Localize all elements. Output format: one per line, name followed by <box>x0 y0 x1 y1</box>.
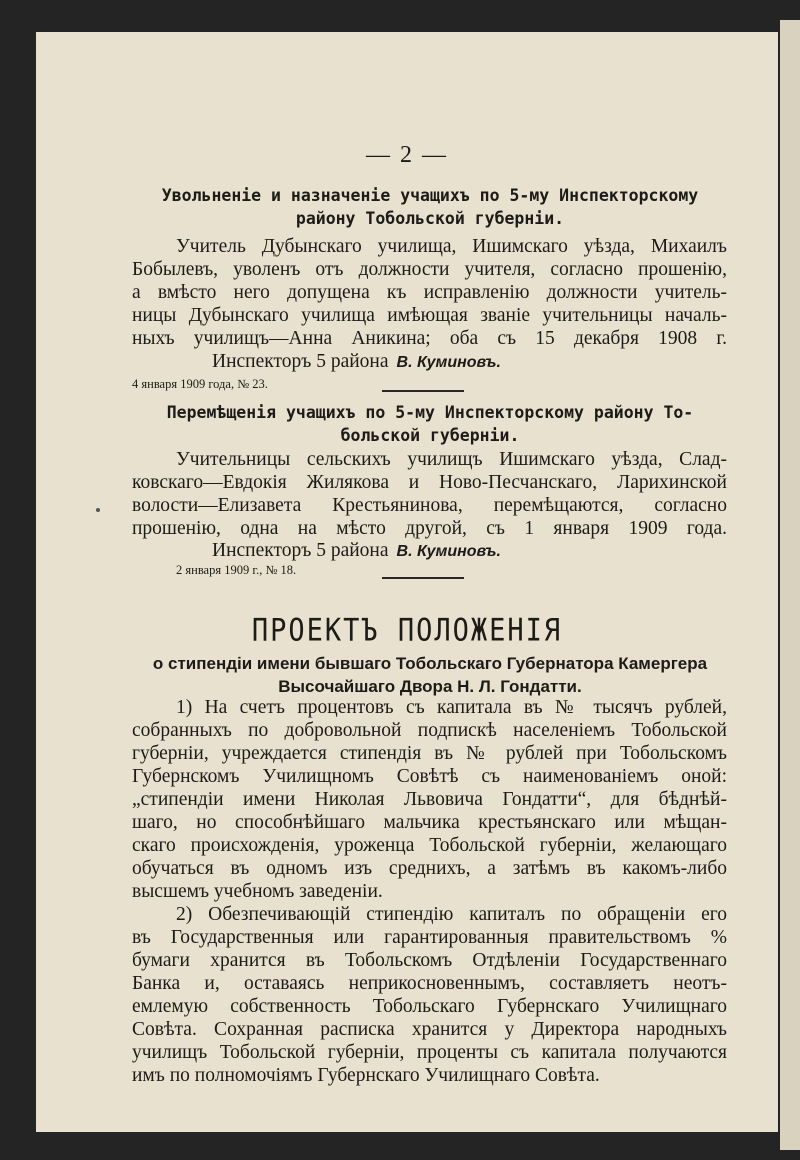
section3-body-line: „стипендіи имени Николая Львовича Гондатти“, для бѣднѣй- <box>132 789 727 810</box>
document-page <box>36 32 778 1132</box>
section3-body-line: бумаги хранится въ Тобольскомъ Отдѣленіи Государственнаго <box>132 950 727 971</box>
section3-body-line: училищъ Тобольской губерніи, проценты съ капитала получаются <box>132 1042 727 1063</box>
section3-body-line: собранныхъ по добровольной подпискѣ населеніемъ Тобольской <box>132 720 727 741</box>
section1-body-line: Учитель Дубынскаго училища, Ишимскаго уѣзда, Михаилъ <box>176 236 727 257</box>
section3-body-line: имъ по полномочіямъ Губернскаго Училищнаго Совѣта. <box>132 1065 600 1086</box>
signature-label: Инспекторъ 5 района <box>212 351 389 372</box>
section2-body-line: ковскаго—Евдокія Жилякова и Ново-Песчанскаго, Ларихинской <box>132 472 727 493</box>
section2-heading-line: больской губерніи. <box>340 426 520 445</box>
section3-body-line: въ Государственныя или гарантированныя правительствомъ % <box>132 927 727 948</box>
section1-signature <box>212 350 501 374</box>
section2-body-line: Учительницы сельскихъ училищъ Ишимскаго уѣзда, Слад- <box>176 449 727 470</box>
signature-name: В. Куминовъ. <box>396 543 501 560</box>
section2-body-line: прошенію, одна на мѣсто другой, съ 1 января 1909 года. <box>132 518 727 539</box>
section3-body-line: высшемъ учебномъ заведеніи. <box>132 881 383 902</box>
section1-body-line: Бобылевъ, уволенъ отъ должности учителя, согласно прошенію, <box>132 259 727 280</box>
section1-heading-line: району Тобольской губерніи. <box>295 209 565 228</box>
section3-body-line: 2) Обезпечивающій стипендію капиталъ по обращеніи его <box>176 904 727 925</box>
project-subtitle-line: Высочайшаго Двора Н. Л. Гондатти. <box>278 677 582 696</box>
section2-heading <box>132 401 728 447</box>
section3-body-line: шаго, но способнѣйшаго мальчика крестьянскаго или мѣщан- <box>132 812 727 833</box>
section2-date-ref: 2 января 1909 г., № 18. <box>176 563 297 577</box>
section2-body <box>132 448 727 540</box>
section1-body-line: ницы Дубынскаго училища имѣющая званіе учительницы началь- <box>132 305 727 326</box>
project-subtitle-line: о стипендіи имени бывшаго Тобольскаго Губернатора Камергера <box>152 654 708 673</box>
section1-body-line: а вмѣсто него допущена къ исправленію должности учитель- <box>132 282 727 303</box>
paper-speck <box>96 508 100 512</box>
section2-signature <box>212 539 501 563</box>
page-number: — 2 — <box>366 142 448 168</box>
section3-body-line: губерніи, учреждается стипендія въ № рублей при Тобольскомъ <box>132 743 727 764</box>
section3-body <box>132 696 727 1087</box>
project-subtitle <box>132 652 728 698</box>
section3-body-line: Совѣта. Сохранная расписка хранится у Директора народныхъ <box>132 1019 727 1040</box>
section1-date-ref: 4 января 1909 года, № 23. <box>132 377 268 391</box>
section1-heading-line: Увольненіе и назначеніе учащихъ по 5-му Инспекторскому <box>161 186 699 205</box>
adjacent-page-edge <box>780 20 800 1150</box>
section3-body-line: 1) На счетъ процентовъ съ капитала въ № тысячъ рублей, <box>176 697 727 718</box>
signature-label: Инспекторъ 5 района <box>212 540 389 561</box>
section1-body-line: ныхъ училищъ—Анна Аникина; оба съ 15 декабря 1908 г. <box>132 328 727 349</box>
section1-heading <box>132 184 728 230</box>
project-title: ПРОЕКТЪ ПОЛОЖЕНІЯ <box>251 612 563 649</box>
section3-body-line: Банка и, оставаясь неприкосновеннымъ, составляетъ неотъ- <box>132 973 727 994</box>
divider-rule <box>382 577 464 579</box>
section3-body-line: емлемую собственность Тобольскаго Губернскаго Училищнаго <box>132 996 727 1017</box>
section3-body-line: скаго происхожденія, уроженца Тобольской губерніи, желающаго <box>132 835 727 856</box>
signature-name: В. Куминовъ. <box>396 354 501 371</box>
divider-rule <box>382 390 464 392</box>
section1-body <box>132 235 727 350</box>
section2-body-line: волости—Елизавета Крестьянинова, перемѣщаются, согласно <box>132 495 727 516</box>
section2-heading-line: Перемѣщенія учащихъ по 5-му Инспекторскому району То- <box>166 403 694 422</box>
section3-body-line: Губернскомъ Училищномъ Совѣтѣ съ наименованіемъ оной: <box>132 766 727 787</box>
section3-body-line: обучаться въ одномъ изъ среднихъ, а затѣмъ въ какомъ-либо <box>132 858 727 879</box>
